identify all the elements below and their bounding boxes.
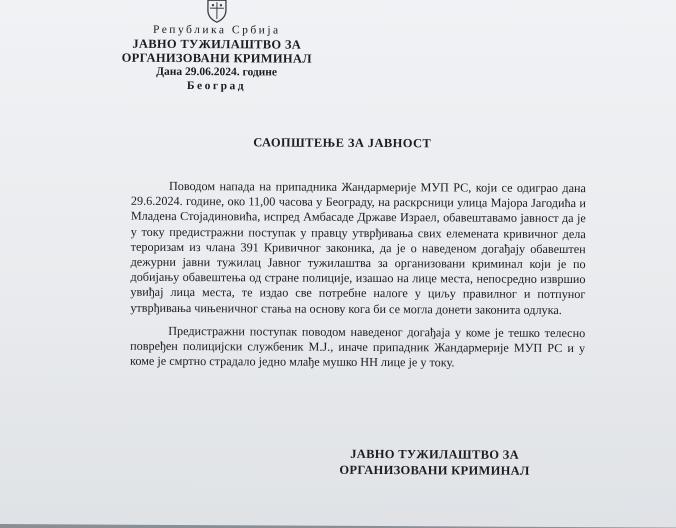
signature-line1: ЈАВНО ТУЖИЛАШТВО ЗА <box>350 446 519 462</box>
document-title: САОПШТЕЊЕ ЗА ЈАВНОСТ <box>253 135 432 151</box>
signature-block <box>334 446 534 479</box>
republic-name: Република Србија <box>152 23 281 37</box>
document-body <box>130 179 586 380</box>
paragraph: Предистражни поступак поводом наведеног догађаја у коме је тешко телесно повређен полицијски службеник М.Ј., иначе припадник Жандармерије МУП РС и у коме је смртно страдало једно млађе мушко НН лице је у току. <box>130 323 586 370</box>
document-date: Дана 29.06.2024. године <box>156 65 278 79</box>
signature-line2: ОРГАНИЗОВАНИ КРИМИНАЛ <box>339 462 530 478</box>
office-name-line1: ЈАВНО ТУЖИЛАШТВО ЗА <box>132 36 302 52</box>
coat-of-arms-icon <box>204 0 230 23</box>
office-name-line2: ОРГАНИЗОВАНИ КРИМИНАЛ <box>121 50 312 66</box>
document-city: Београд <box>186 80 247 93</box>
letterhead <box>121 0 312 94</box>
paragraph: Поводом напада на припадника Жандармерије МУП РС, који се одиграо дана 29.6.2024. године, око 11,00 часова у Београду, на раскрсници улица Мајора Јагодића и Младена Стојадиновића, испред Амбасаде Државе Израел, обавештавамо јавност да је у току предистражни поступак у правцу утврђивања свих елемената кривичног дела тероризам из члана 391 Кривичног законика, да је о наведеном догађају обавештен дежурни јавни тужилац Јавног тужилаштва за организовани криминал који је по добијању обавештења од стране полиције, изашао на лице места, непосредно извршио увиђај лица места, те издао све потребне налоге у циљу правилног и потпуног утврђивања чињеничног стања на основу кога би се могла донети законита одлука. <box>130 178 587 317</box>
